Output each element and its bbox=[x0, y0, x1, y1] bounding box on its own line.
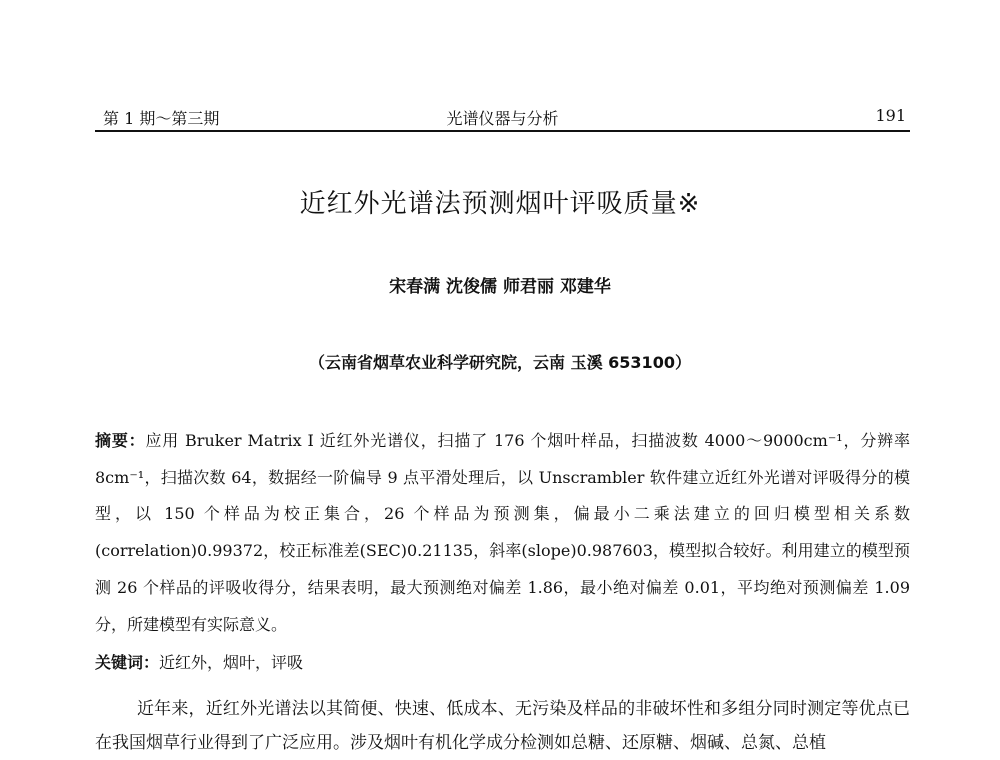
author-list: 宋春满 沈俊儒 师君丽 邓建华 bbox=[389, 277, 611, 297]
keywords-label: 关键词： bbox=[95, 653, 160, 672]
issue-label: 第 1 期～第三期 bbox=[103, 109, 220, 128]
keywords bbox=[95, 649, 910, 677]
abstract-label: 摘要： bbox=[95, 431, 146, 450]
paper-title: 近红外光谱法预测烟叶评吸质量※ bbox=[299, 189, 701, 219]
affiliation: （云南省烟草农业科学研究院，云南 玉溪 653100） bbox=[309, 353, 691, 372]
page-number: 191 bbox=[875, 106, 906, 125]
keywords-text: 近红外，烟叶，评吸 bbox=[159, 653, 304, 672]
abstract bbox=[95, 423, 910, 643]
journal-name: 光谱仪器与分析 bbox=[446, 109, 559, 128]
body-paragraph: 近年来，近红外光谱法以其简便、快速、低成本、无污染及样品的非破坏性和多组分同时测定等优点已在我国烟草行业得到了广泛应用。涉及烟叶有机化学成分检测如总糖、还原糖、烟碱、总氮、总植 bbox=[95, 699, 910, 753]
abstract-text: 应用 Bruker Matrix I 近红外光谱仪，扫描了 176 个烟叶样品，扫描波数 4000～9000cm⁻¹，分辨率 8cm⁻¹，扫描次数 64，数据经一阶偏导 9 点平滑处理后，以 Unscrambler 软件建立近红外光谱对评吸得分的模型，以 150 个样品为校正集合，26 个样品为预测集，偏最小二乘法建立的回归模型相关系数(correlation)0.99372，校正标准差(SEC)0.21135，斜率(slope)0.987603，模型拟合较好。利用建立的模型预测 26 个样品的评吸收得分，结果表明，最大预测绝对偏差 1.86，最小绝对偏差 0.01，平均绝对预测偏差 1.09 分，所建模型有实际意义。 bbox=[95, 431, 910, 634]
running-header bbox=[95, 106, 910, 132]
